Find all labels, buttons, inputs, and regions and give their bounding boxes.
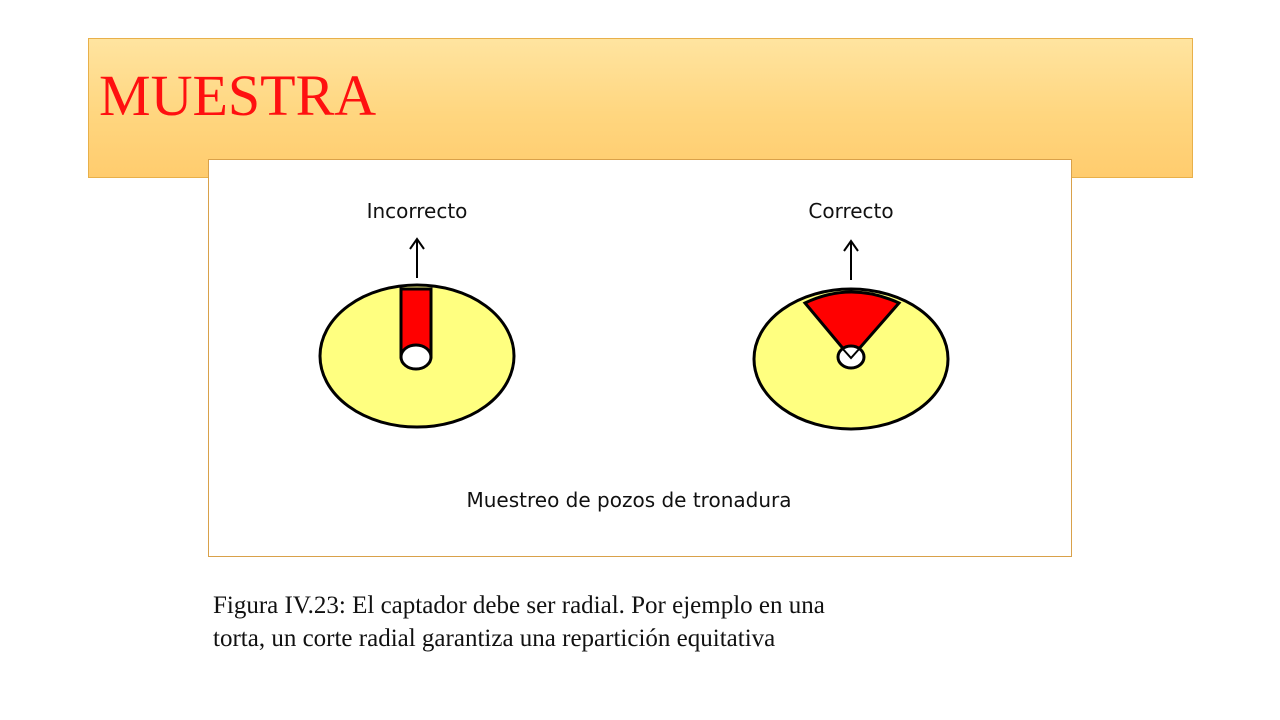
- label-incorrecto: Incorrecto: [366, 199, 468, 223]
- figure-bottom-caption: Muestreo de pozos de tronadura: [466, 488, 792, 512]
- arrow-up-icon-left: [410, 239, 424, 278]
- caption-line-1: Figura IV.23: El captador debe ser radial. Por ejemplo en una: [213, 592, 825, 619]
- arrow-up-icon-right: [844, 241, 858, 280]
- title-banner: [88, 38, 1193, 178]
- disc-incorrect: [320, 285, 514, 427]
- figure-image: [208, 159, 1072, 557]
- caption-line-2: torta, un corte radial garantiza una repartición equitativa: [213, 625, 776, 652]
- figure-caption: [213, 589, 1033, 655]
- disc-correct: [754, 289, 948, 429]
- blast-hole-left: [401, 345, 431, 369]
- slide-title: MUESTRA: [99, 63, 377, 128]
- label-correcto: Correcto: [808, 199, 894, 223]
- sampling-diagram: [209, 160, 1071, 556]
